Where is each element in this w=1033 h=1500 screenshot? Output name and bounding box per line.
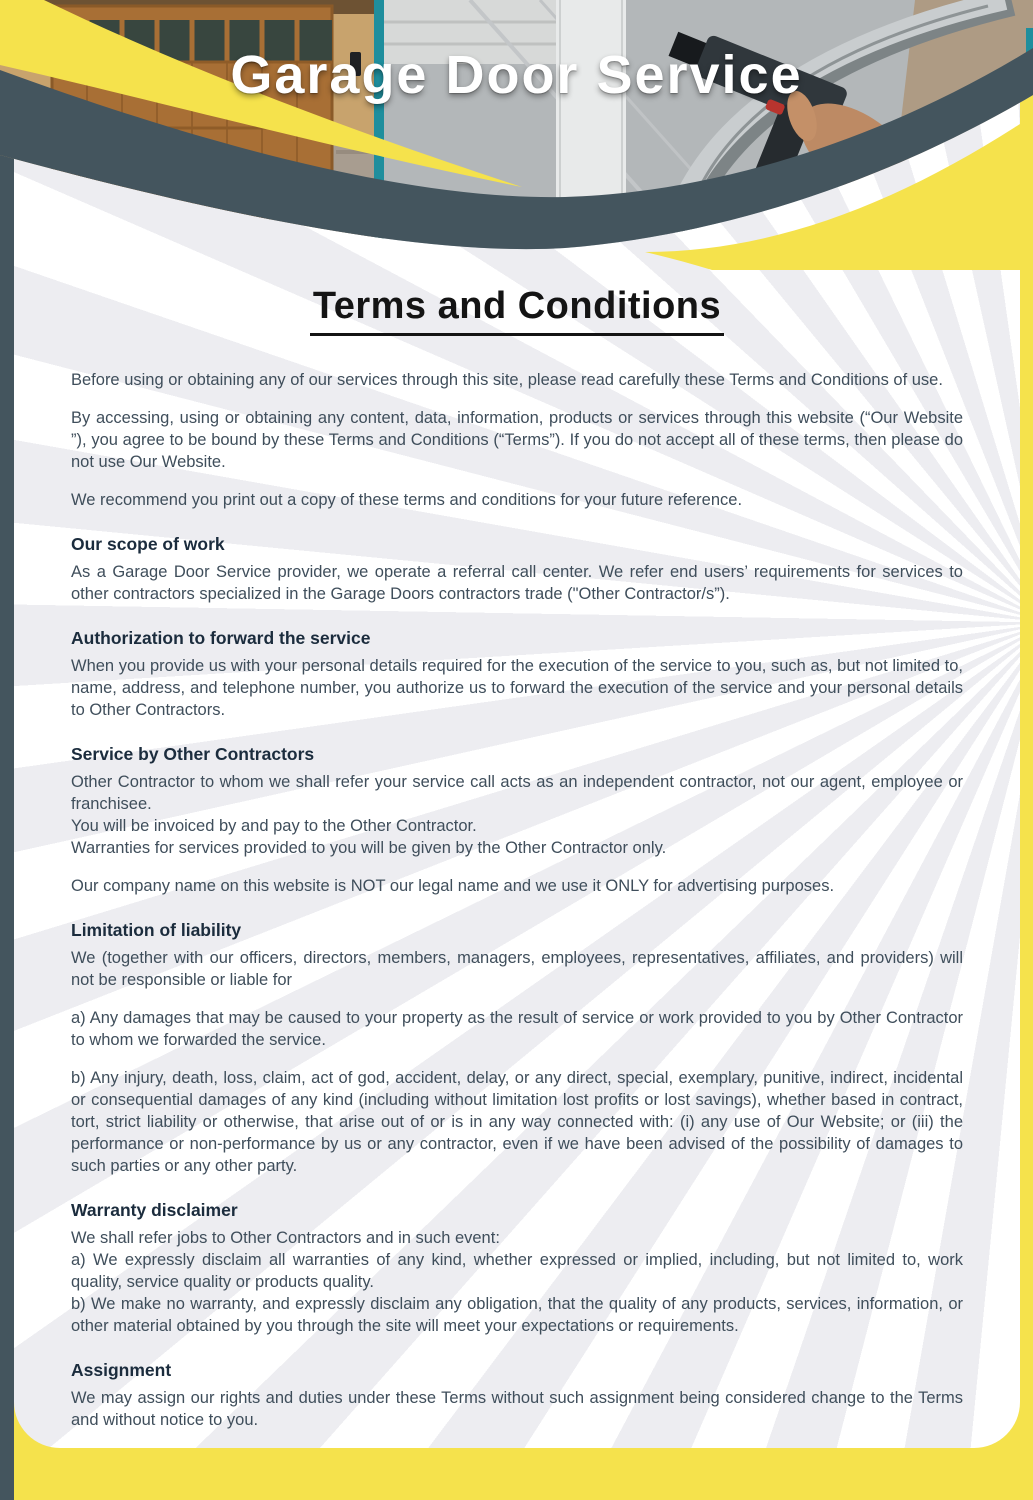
paragraph: Before using or obtaining any of our services through this site, please read carefully these Terms and Conditions of use. [71,371,943,389]
paragraph-group [71,489,963,511]
paragraph: By accessing, using or obtaining any content, data, information, products or services through this website (“Our Website ”), you agree to be bound by these Terms and Conditions (“Terms”). If you do not accept all of these terms, then please do not use Our Website. [71,409,963,471]
paragraph: We shall refer jobs to Other Contractors and in such event: [71,1229,500,1247]
paragraph-group [71,1067,963,1177]
paragraph: a) We expressly disclaim all warranties of any kind, whether expressed or implied, including, but not limited to, work quality, service quality or products quality. [71,1251,963,1291]
paragraph: You will be invoiced by and pay to the Other Contractor. [71,817,477,835]
paragraph-group [71,947,963,991]
paragraph-group [71,771,963,859]
section-heading: Authorization to forward the service [71,628,371,648]
paragraph-group [71,1227,963,1337]
document-body [71,369,963,1431]
site-title: Garage Door Service [230,45,803,105]
header-graphic [0,0,1033,270]
paragraph: When you provide us with your personal details required for the execution of the service to you, such as, but not limited to, name, address, and telephone number, you authorize us to forward the execution of the service and your personal details to Other Contractors. [71,657,963,719]
paragraph: We may assign our rights and duties under these Terms without such assignment being considered change to the Terms and without notice to you. [71,1389,963,1429]
paragraph-group [71,875,963,897]
paragraph-group [71,655,963,721]
section-heading: Limitation of liability [71,920,242,940]
document-title: Terms and Conditions [310,284,724,336]
paragraph: b) Any injury, death, loss, claim, act of god, accident, delay, or any direct, special, exemplary, punitive, indirect, incidental or consequential damages of any kind (including without limitation lost profits or lost savings), whether based in contract, tort, strict liability or otherwise, that arise out of or is in any way connected with: (i) any use of Our Website; or (iii) the performance or non-performance by us or any contractor, even if we have been advised of the possibility of damages to such parties or any other party. [71,1069,963,1175]
section-heading: Service by Other Contractors [71,744,315,764]
paragraph-group [71,1387,963,1431]
paragraph: Warranties for services provided to you will be given by the Other Contractor only. [71,839,667,857]
paragraph-group [71,369,963,391]
paragraph: b) We make no warranty, and expressly disclaim any obligation, that the quality of any products, services, information, or other material obtained by you through the site will meet your expectations or requirements. [71,1295,963,1335]
page-header [0,0,1033,270]
section-heading: Warranty disclaimer [71,1200,238,1220]
paragraph: We recommend you print out a copy of these terms and conditions for your future reference. [71,491,743,509]
section-heading: Our scope of work [71,534,225,554]
paragraph: As a Garage Door Service provider, we operate a referral call center. We refer end users’ requirements for services to other contractors specialized in the Garage Doors contractors trade ("Other Contractor/s”). [71,563,963,603]
paragraph-group [71,1007,963,1051]
paragraph: Our company name on this website is NOT our legal name and we use it ONLY for advertising purposes. [71,877,835,895]
paragraph: a) Any damages that may be caused to your property as the result of service or work provided to you by Other Contractor to whom we forwarded the service. [71,1009,963,1049]
paragraph: We (together with our officers, directors, members, managers, employees, representatives, affiliates, and providers) will not be responsible or liable for [71,949,963,989]
paragraph-group [71,407,963,473]
paragraph-group [71,561,963,605]
document-title-row [71,284,963,336]
section-heading: Assignment [71,1360,172,1380]
paragraph: Other Contractor to whom we shall refer your service call acts as an independent contractor, not our agent, employee or franchisee. [71,773,963,813]
